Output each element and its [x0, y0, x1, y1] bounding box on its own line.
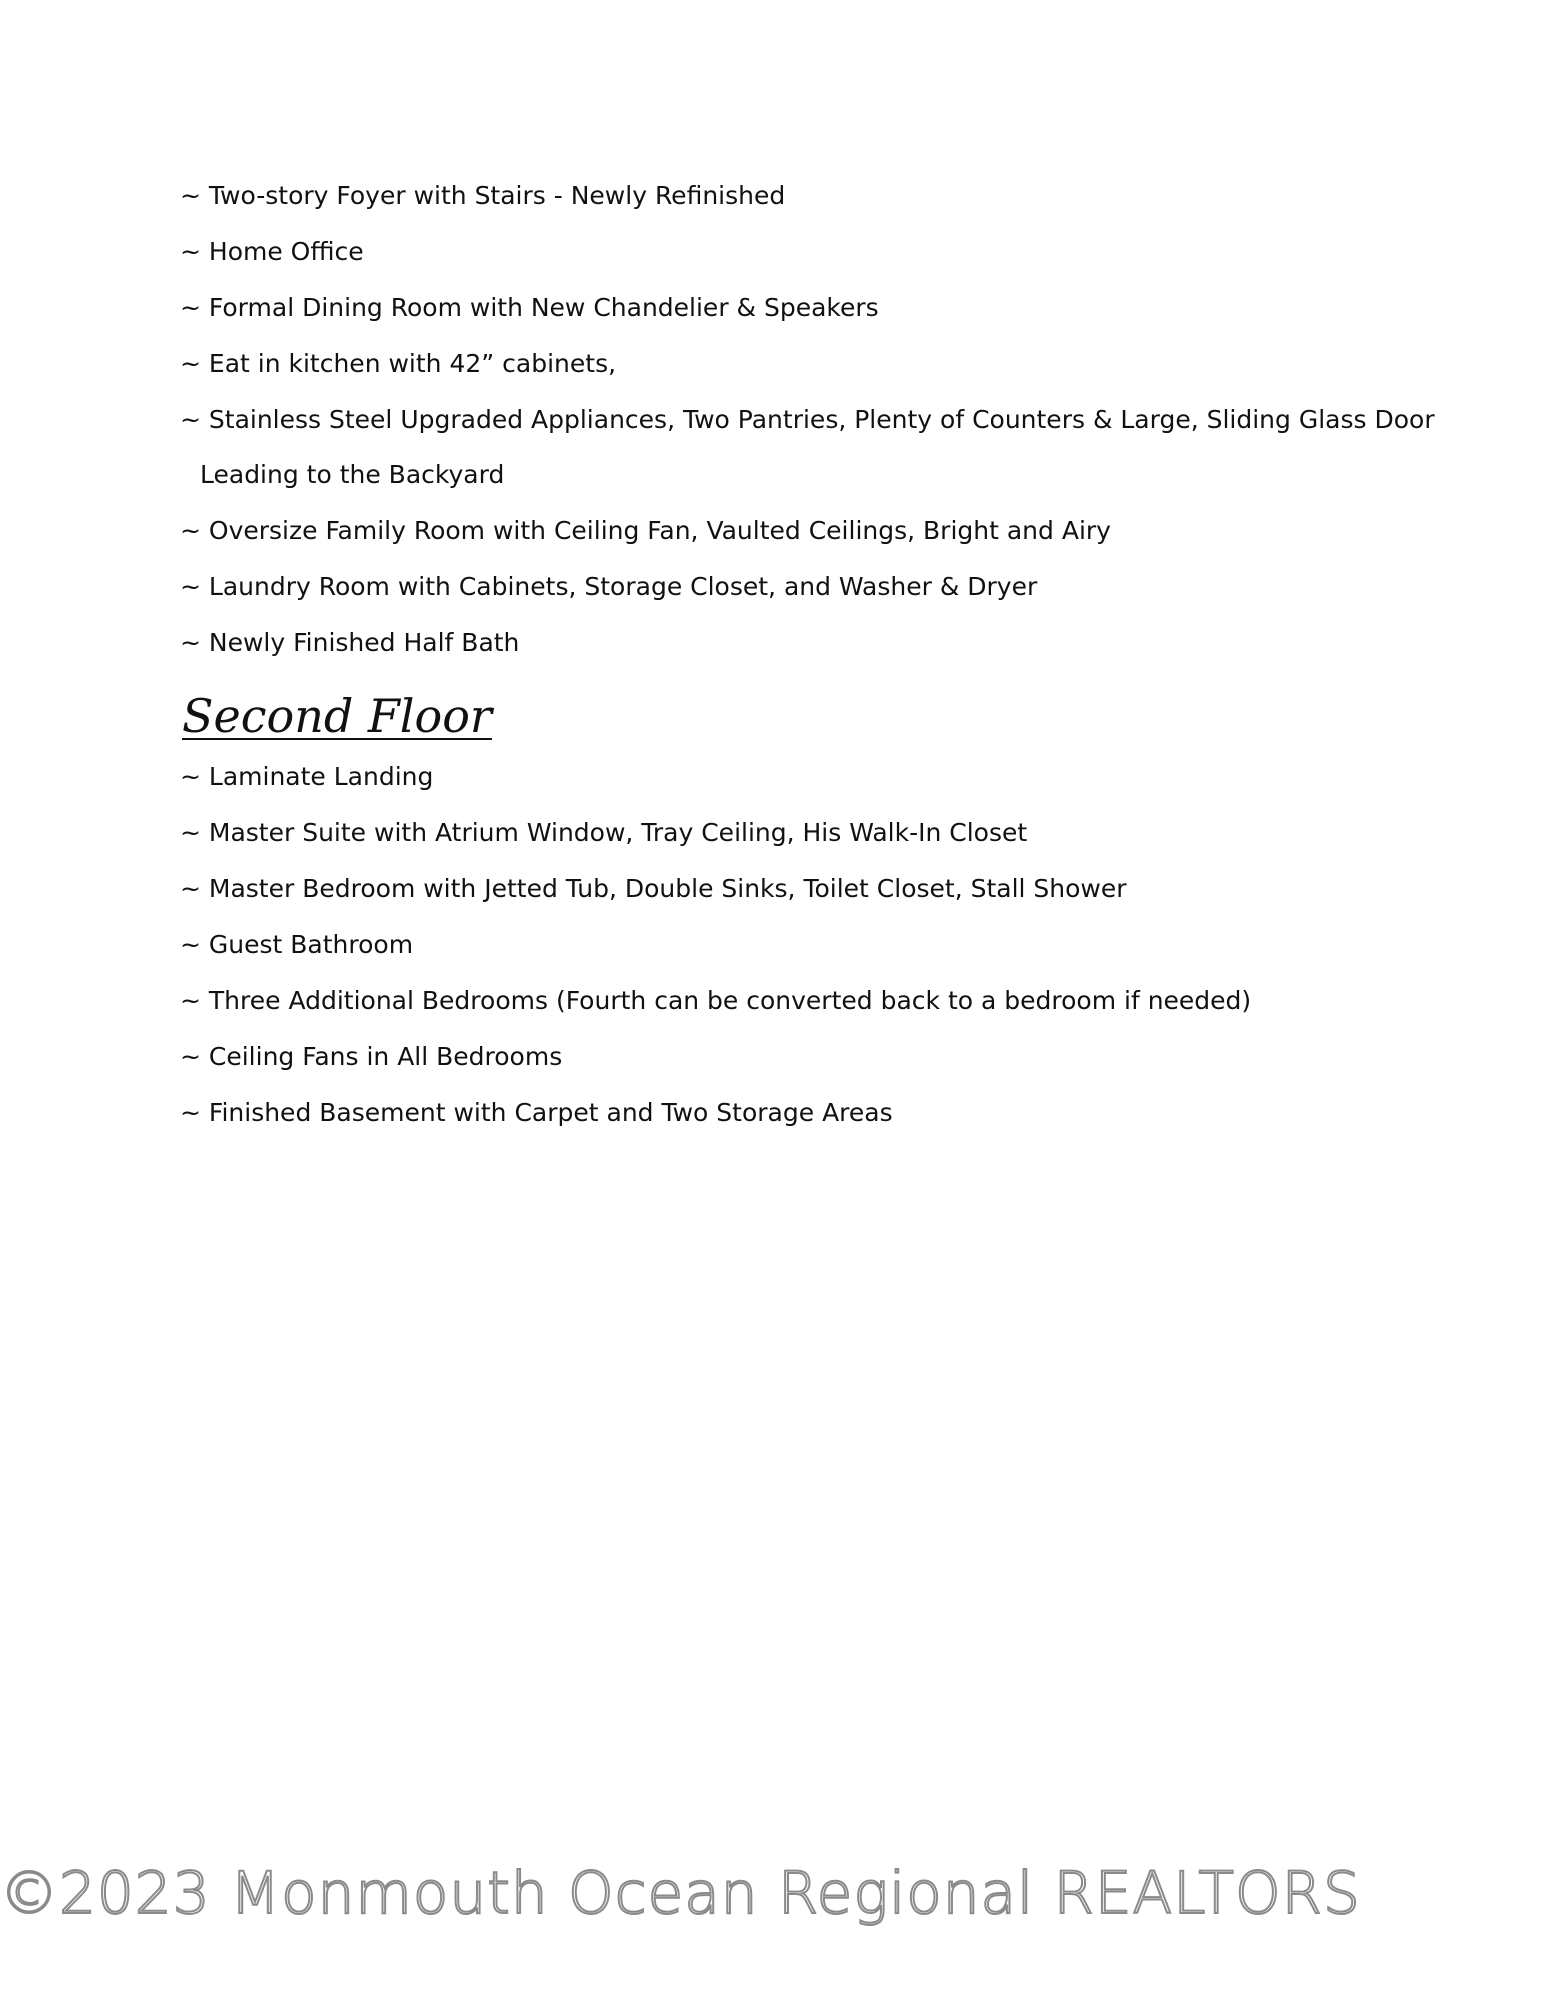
section-heading: Second Floor — [182, 689, 492, 743]
list-item: ~ Finished Basement with Carpet and Two Storage Areas — [180, 1098, 893, 1127]
list-item: ~ Two-story Foyer with Stairs - Newly Refinished — [180, 181, 786, 210]
list-item: ~ Home Office — [180, 237, 364, 266]
list-item: ~ Three Additional Bedrooms (Fourth can be converted back to a bedroom if needed) — [180, 986, 1252, 1015]
list-item: ~ Eat in kitchen with 42” cabinets, — [180, 349, 617, 378]
list-item: ~ Stainless Steel Upgraded Appliances, Two Pantries, Plenty of Counters & Large, Sliding Glass Door — [180, 405, 1435, 434]
list-item: ~ Master Suite with Atrium Window, Tray Ceiling, His Walk-In Closet — [180, 818, 1028, 847]
list-item: ~ Master Bedroom with Jetted Tub, Double Sinks, Toilet Closet, Stall Shower — [180, 874, 1127, 903]
list-item: ~ Laundry Room with Cabinets, Storage Closet, and Washer & Dryer — [180, 572, 1038, 601]
list-item: ~ Newly Finished Half Bath — [180, 628, 520, 657]
list-item: ~ Guest Bathroom — [180, 930, 414, 959]
list-item: ~ Ceiling Fans in All Bedrooms — [180, 1042, 563, 1071]
list-item: ~ Formal Dining Room with New Chandelier & Speakers — [180, 293, 879, 322]
copyright-watermark: ©2023 Monmouth Ocean Regional REALTORS — [0, 1859, 1361, 1927]
list-item: ~ Oversize Family Room with Ceiling Fan, Vaulted Ceilings, Bright and Airy — [180, 516, 1111, 545]
list-item-continuation: Leading to the Backyard — [200, 460, 505, 489]
list-item: ~ Laminate Landing — [180, 762, 434, 791]
